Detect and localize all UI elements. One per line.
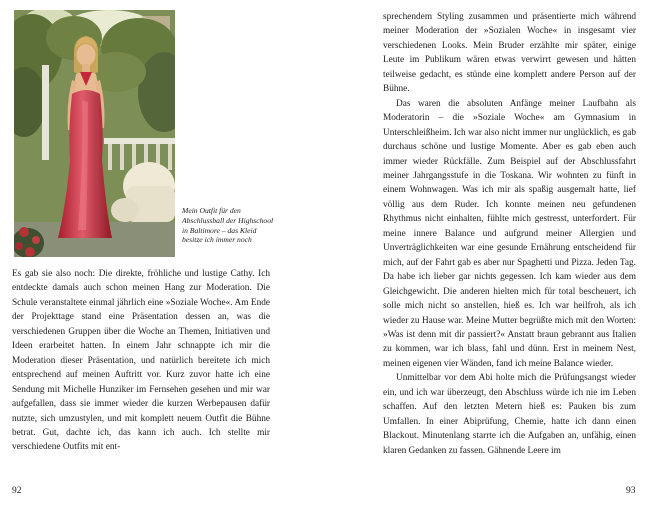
right-page-text (383, 10, 636, 458)
right-page-paragraph-3: Unmittelbar vor dem Abi holte mich die Prüfungsangst wieder ein, und ich war überzeugt, den Abschluss würde ich nie im Leben schaffen. Auf den letzten Metern hieß es: Pauken bis zum Umfallen. In einer Abiprüfung, Chemie, hatte ich dann einen Blackout. Minutenlang starrte ich die Aufgaben an, unfähig, einen klaren Gedanken zu fassen. Gähnende Leere im (383, 373, 636, 456)
photo-caption: Mein Outfit für den Abschlussball der Highschool in Baltimore – das Kleid besitze ich immer noch (182, 206, 274, 245)
page-number-right: 93 (626, 486, 636, 496)
prom-photo-illustration (14, 10, 175, 257)
prom-photo (14, 10, 175, 257)
right-page-paragraph-1: sprechendem Styling zusammen und präsentierte mich während meiner Moderation der »Sozialen Woche« in insgesamt vier verschiedenen Looks. Mein Bruder erzählte mir später, einige Leute im Publikum wären etwas verwirrt gewesen und hätten teilweise gedacht, es stünde eine komplett andere Person auf der Bühne. (383, 12, 636, 95)
page-number-left: 92 (12, 486, 22, 496)
left-page-text: Es gab sie also noch: Die direkte, fröhliche und lustige Cathy. Ich entdeckte damals auch schon meinen Hang zur Moderation. Die Schule veranstaltete einmal jährlich eine »Soziale Woche«. Am Ende der Projekttage stand eine Präsentation dessen an, was die verschiedenen Gruppen über die Woche an Themen, Initiativen und Ideen erarbeitet hatten. In einem Jahr schnappte ich mir die Moderation dieser Präsentation, und natürlich bereitete ich mich entsprechend auf meinen Auftritt vor. Kurz zuvor hatte ich eine Sendung mit Michelle Hunziker im Fernsehen gesehen und mir war aufgefallen, dass sie immer wieder die kurzen Werbepausen dafür nutzte, sich umzustylen, und mit komplett neuem Outfit die Bühne betrat. Gut, dachte ich, das kann ich auch. Ich stellte mir verschiedene Outfits mit ent- (12, 269, 270, 453)
right-page-paragraph-2: Das waren die absoluten Anfänge meiner Laufbahn als Moderatorin – die »Soziale Woche« am Gymnasium in Unterschleißheim. Ich war also nicht immer nur unglücklich, es gab durchaus schöne und lustige Momente. Aber es gab eben auch immer wieder Rückfälle. Zum Beispiel auf der Abschlussfahrt meiner Jahrgangsstufe in die Toskana. Wir wohnten zu fünft in einem Wohnwagen. Was ich mir als spaßig ausgemalt hatte, lief völlig aus dem Ruder. Ich konnte meinen neu gefundenen Rhythmus nicht einhalten, fühlte mich gestresst, unterfordert. Für meine innere Balance und aufgrund meiner Allergien und Unverträglichkeiten war eine gesunde Ernährung entscheidend für mich, auf der Fahrt gab es aber nur Spaghetti und Pizza. Jeden Tag. Da habe ich lieber gar nichts gegessen. Ich kam wieder aus dem Gleichgewicht. Die anderen hielten mich für total bescheuert, ich solle mich nicht so anstellen, hieß es. Ich war heilfroh, als ich wieder zu Hause war. Meine Mutter begrüßte mich mit den Worten: »Was ist denn mit dir passiert?« Anstatt braun gebrannt aus Italien zu kommen, war ich blass, fahl und dünn. Erst in meinem Nest, meinen eigenen vier Wänden, fand ich meine Balance wieder. (383, 98, 636, 369)
